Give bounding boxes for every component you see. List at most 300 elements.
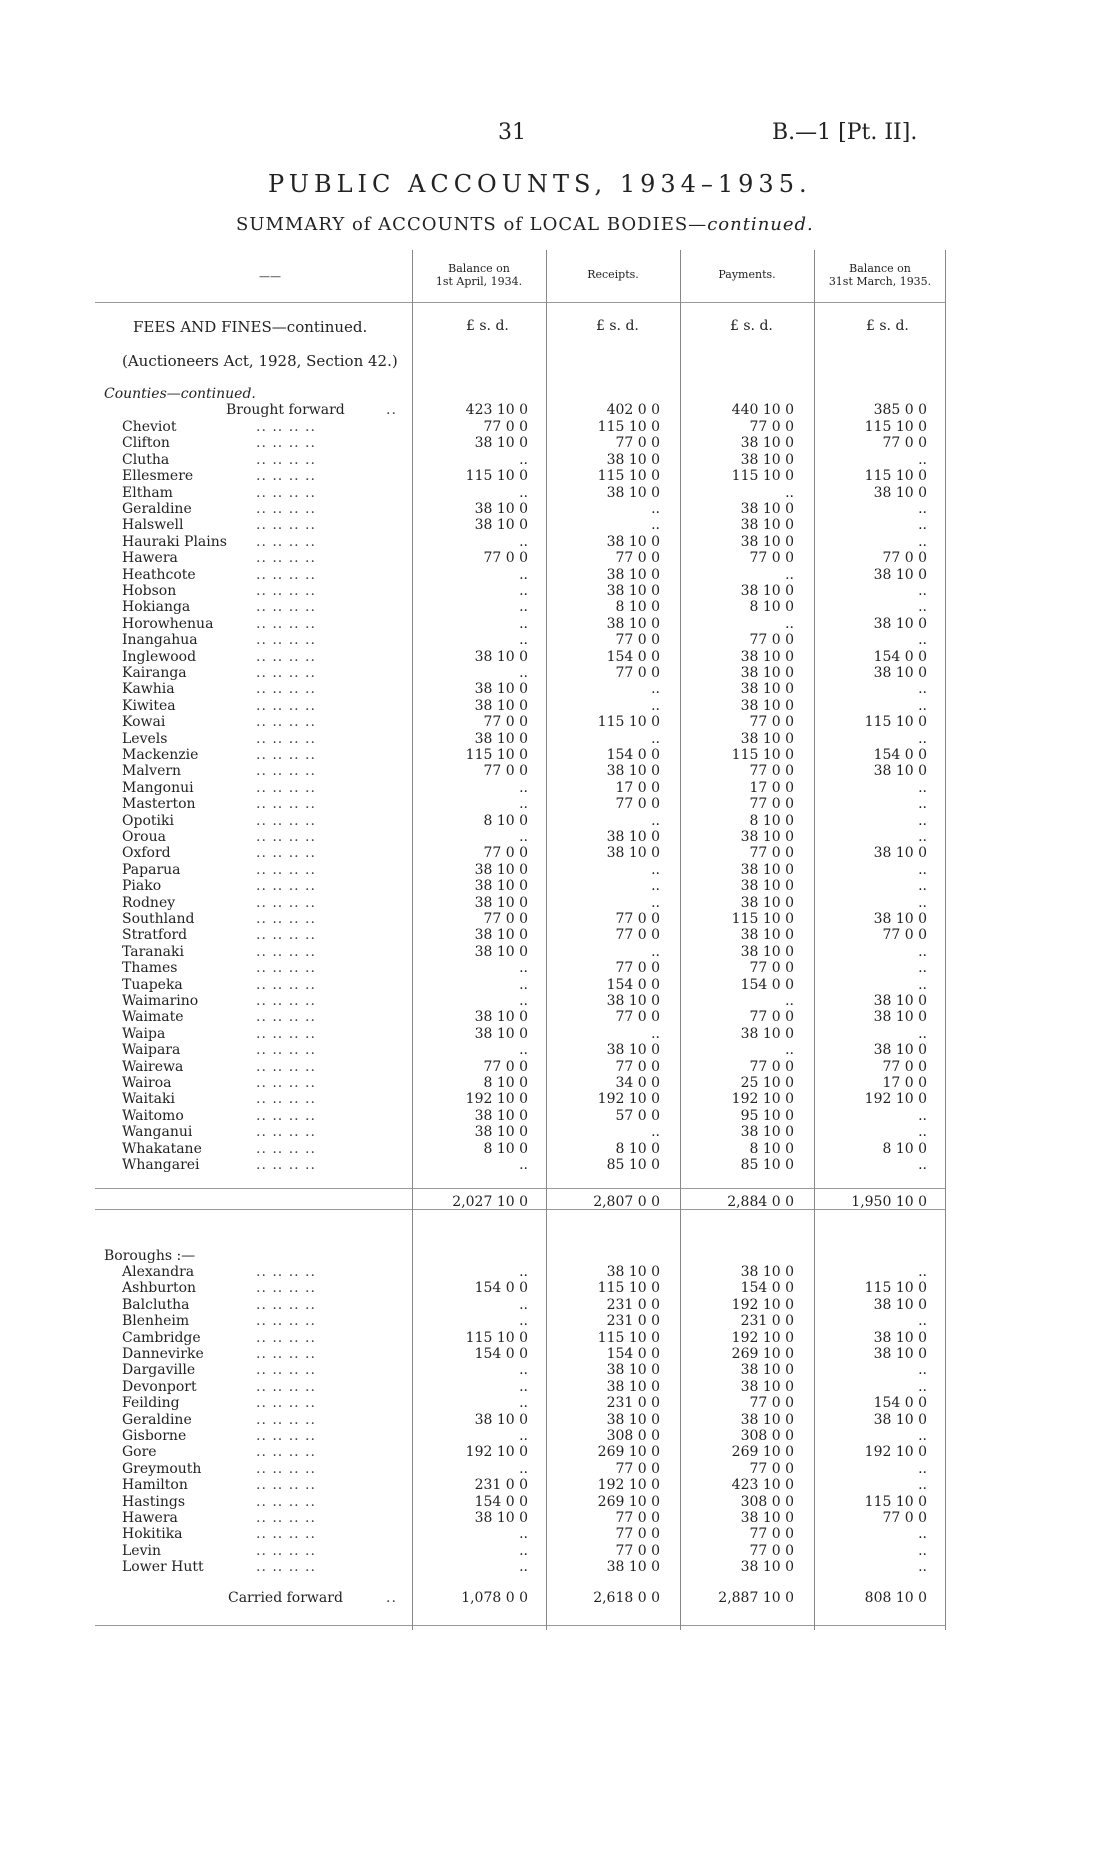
table-cell: 38 10 0 bbox=[740, 648, 794, 665]
table-cell: 115 10 0 bbox=[597, 468, 660, 485]
table-cell: 192 10 0 bbox=[731, 1296, 794, 1313]
table-cell: .. bbox=[918, 894, 927, 911]
row-name: Blenheim bbox=[122, 1313, 190, 1330]
table-cell: 38 10 0 bbox=[474, 878, 528, 895]
table-cell: 231 0 0 bbox=[606, 1395, 660, 1412]
leader-dots: .. .. .. .. bbox=[256, 615, 316, 632]
table-cell: 423 10 0 bbox=[465, 402, 528, 418]
table-cell: 38 10 0 bbox=[740, 1510, 794, 1526]
table-cell: .. bbox=[651, 943, 660, 960]
table-cell: 402 0 0 bbox=[606, 402, 660, 418]
table-cell: 77 0 0 bbox=[615, 1542, 660, 1559]
table-cell: 38 10 0 bbox=[873, 1411, 927, 1428]
table-cell: .. bbox=[918, 796, 927, 813]
row-name: Clutha bbox=[122, 451, 170, 468]
leader-dots: .. .. .. .. bbox=[256, 1559, 316, 1576]
table-cell: 38 10 0 bbox=[740, 730, 794, 747]
table-row bbox=[0, 1157, 1114, 1173]
row-name: Clifton bbox=[122, 435, 170, 452]
table-cell: 38 10 0 bbox=[873, 1009, 927, 1026]
table-row bbox=[0, 419, 1114, 435]
table-cell: 8 10 0 bbox=[615, 599, 660, 616]
table-cell: .. bbox=[651, 861, 660, 878]
page-number: 31 bbox=[498, 120, 526, 145]
leader-dots: .. .. .. .. bbox=[256, 517, 316, 534]
row-name: Kiwitea bbox=[122, 697, 176, 714]
table-cell: .. bbox=[918, 1428, 927, 1444]
table-cell: .. bbox=[918, 1460, 927, 1477]
row-name: Hokitika bbox=[122, 1526, 183, 1543]
leader-dots: .. .. .. .. bbox=[256, 845, 316, 862]
leader-dots: .. .. .. .. bbox=[256, 533, 316, 550]
table-cell: 77 0 0 bbox=[615, 435, 660, 452]
total-balance-start: 2,027 10 0 bbox=[452, 1194, 528, 1210]
table-row bbox=[0, 1346, 1114, 1362]
table-cell: 38 10 0 bbox=[606, 1559, 660, 1576]
table-cell: 77 0 0 bbox=[882, 1510, 927, 1526]
leader-dots: .. .. .. .. bbox=[256, 648, 316, 665]
table-cell: 269 10 0 bbox=[731, 1346, 794, 1362]
table-row bbox=[0, 485, 1114, 501]
table-cell: 17 0 0 bbox=[882, 1075, 927, 1091]
row-name: Ellesmere bbox=[122, 468, 194, 485]
table-cell: 77 0 0 bbox=[615, 550, 660, 567]
table-cell: .. bbox=[651, 812, 660, 829]
leader-dots: .. .. .. .. bbox=[256, 1264, 316, 1280]
table-cell: 38 10 0 bbox=[740, 894, 794, 911]
table-cell: 57 0 0 bbox=[615, 1107, 660, 1124]
table-cell: .. bbox=[651, 517, 660, 534]
table-cell: 38 10 0 bbox=[606, 484, 660, 501]
table-row bbox=[0, 501, 1114, 517]
table-row bbox=[0, 747, 1114, 763]
leader-dots: .. .. .. .. bbox=[256, 435, 316, 452]
table-cell: .. bbox=[519, 1264, 528, 1280]
leader-dots: .. .. .. .. bbox=[256, 927, 316, 944]
table-cell: .. bbox=[651, 501, 660, 517]
leader-dots: .. .. .. .. bbox=[256, 829, 316, 845]
row-name: Balclutha bbox=[122, 1296, 190, 1313]
table-cell: 8 10 0 bbox=[483, 1140, 528, 1157]
table-cell: .. bbox=[519, 1428, 528, 1444]
table-row bbox=[0, 1362, 1114, 1378]
table-cell: 38 10 0 bbox=[606, 845, 660, 862]
table-cell: 38 10 0 bbox=[873, 1296, 927, 1313]
total-balance-end: 1,950 10 0 bbox=[851, 1194, 927, 1210]
table-row bbox=[0, 1042, 1114, 1058]
table-cell: 85 10 0 bbox=[606, 1157, 660, 1173]
leader-dots: .. .. .. .. bbox=[256, 1460, 316, 1477]
leader-dots: .. .. .. .. bbox=[256, 1107, 316, 1124]
table-cell: 38 10 0 bbox=[873, 1329, 927, 1346]
table-row bbox=[0, 731, 1114, 747]
table-row bbox=[0, 1091, 1114, 1107]
row-name: Levels bbox=[122, 730, 168, 747]
table-row bbox=[0, 1477, 1114, 1493]
leader-dots: .. .. .. .. bbox=[256, 1025, 316, 1042]
table-cell: 38 10 0 bbox=[474, 927, 528, 944]
row-name: Tuapeka bbox=[122, 976, 183, 993]
table-cell: .. bbox=[519, 1559, 528, 1576]
table-row bbox=[0, 1059, 1114, 1075]
table-row bbox=[0, 1559, 1114, 1575]
table-cell: 115 10 0 bbox=[864, 1493, 927, 1510]
table-cell: .. bbox=[918, 1542, 927, 1559]
table-cell: 38 10 0 bbox=[474, 1124, 528, 1141]
table-cell: 77 0 0 bbox=[749, 419, 794, 435]
column-header-payments: Payments. bbox=[718, 268, 776, 281]
row-name: Wairewa bbox=[122, 1058, 184, 1075]
table-cell: 38 10 0 bbox=[740, 501, 794, 517]
table-cell: 308 0 0 bbox=[606, 1428, 660, 1444]
table-cell: 38 10 0 bbox=[606, 1362, 660, 1379]
table-cell: 38 10 0 bbox=[873, 1346, 927, 1362]
table-cell: .. bbox=[651, 681, 660, 698]
row-name: Waitomo bbox=[122, 1107, 184, 1124]
table-cell: 115 10 0 bbox=[597, 1329, 660, 1346]
row-name: Lower Hutt bbox=[122, 1559, 204, 1576]
boroughs-heading: Boroughs :— bbox=[104, 1248, 196, 1264]
table-row bbox=[0, 1444, 1114, 1460]
table-cell: 38 10 0 bbox=[740, 943, 794, 960]
table-row bbox=[0, 927, 1114, 943]
table-row bbox=[0, 960, 1114, 976]
table-cell: .. bbox=[918, 829, 927, 845]
table-cell: 77 0 0 bbox=[749, 960, 794, 977]
row-name: Cheviot bbox=[122, 419, 177, 435]
table-cell: 77 0 0 bbox=[615, 927, 660, 944]
leader-dots: .. .. .. .. bbox=[256, 501, 316, 517]
table-cell: .. bbox=[519, 1313, 528, 1330]
page-subtitle: SUMMARY of ACCOUNTS of LOCAL BODIES—continued. bbox=[236, 214, 814, 235]
leader-dots: .. .. .. .. bbox=[256, 1058, 316, 1075]
table-row bbox=[0, 452, 1114, 468]
table-cell: 8 10 0 bbox=[749, 812, 794, 829]
table-cell: 85 10 0 bbox=[740, 1157, 794, 1173]
row-name: Mangonui bbox=[122, 779, 194, 796]
table-row bbox=[0, 1075, 1114, 1091]
row-name: Eltham bbox=[122, 484, 173, 501]
leader-dots: .. .. .. .. bbox=[256, 1075, 316, 1091]
table-cell: 77 0 0 bbox=[882, 1058, 927, 1075]
table-cell: .. bbox=[918, 861, 927, 878]
table-cell: .. bbox=[519, 1296, 528, 1313]
leader-dots: .. .. .. .. bbox=[256, 583, 316, 599]
table-cell: 38 10 0 bbox=[474, 1025, 528, 1042]
row-name: Waipara bbox=[122, 1042, 181, 1059]
leader-dots: .. .. .. .. bbox=[256, 1346, 316, 1362]
table-row bbox=[0, 977, 1114, 993]
table-cell: 38 10 0 bbox=[740, 1025, 794, 1042]
leader-dots: .. .. .. .. bbox=[256, 1526, 316, 1543]
leader-dots: .. .. .. .. bbox=[256, 812, 316, 829]
table-cell: .. bbox=[918, 533, 927, 550]
table-cell: .. bbox=[651, 730, 660, 747]
table-cell: 38 10 0 bbox=[873, 615, 927, 632]
leader-dots: .. .. .. .. bbox=[256, 943, 316, 960]
leader-dots: .. .. .. .. bbox=[256, 878, 316, 895]
table-cell: 77 0 0 bbox=[749, 1009, 794, 1026]
row-name: Waimarino bbox=[122, 993, 199, 1009]
table-cell: .. bbox=[651, 1124, 660, 1141]
row-name: Geraldine bbox=[122, 1411, 192, 1428]
table-cell: 423 10 0 bbox=[731, 1477, 794, 1494]
leader-dots: .. .. .. .. bbox=[256, 1542, 316, 1559]
table-row bbox=[0, 780, 1114, 796]
row-name: Inangahua bbox=[122, 632, 198, 649]
table-cell: 77 0 0 bbox=[615, 1058, 660, 1075]
leader-dots: .. .. .. .. bbox=[256, 960, 316, 977]
leader-dots: .. .. .. .. bbox=[256, 1378, 316, 1395]
table-cell: 269 10 0 bbox=[597, 1493, 660, 1510]
table-cell: 77 0 0 bbox=[749, 1526, 794, 1543]
row-name: Gore bbox=[122, 1444, 157, 1461]
table-cell: 192 10 0 bbox=[731, 1091, 794, 1108]
row-name: Wanganui bbox=[122, 1124, 193, 1141]
table-cell: 34 0 0 bbox=[615, 1075, 660, 1091]
table-cell: 115 10 0 bbox=[597, 1280, 660, 1297]
column-header-receipts: Receipts. bbox=[587, 268, 639, 281]
table-cell: 77 0 0 bbox=[615, 796, 660, 813]
table-cell: 77 0 0 bbox=[749, 1542, 794, 1559]
row-name: Waipa bbox=[122, 1025, 166, 1042]
leader-dots: .. .. .. .. bbox=[256, 632, 316, 649]
column-header-balance-end: Balance on 31st March, 1935. bbox=[828, 262, 932, 288]
table-cell: 38 10 0 bbox=[606, 1042, 660, 1059]
table-row bbox=[0, 862, 1114, 878]
table-cell: .. bbox=[918, 1124, 927, 1141]
leader-dots: .. bbox=[386, 402, 397, 418]
table-cell: .. bbox=[918, 1378, 927, 1395]
table-cell: 154 0 0 bbox=[873, 648, 927, 665]
table-row bbox=[0, 1141, 1114, 1157]
table-cell: .. bbox=[519, 1042, 528, 1059]
table-cell: 77 0 0 bbox=[749, 796, 794, 813]
table-cell: 154 0 0 bbox=[873, 747, 927, 763]
units-balance-start: £ s. d. bbox=[466, 318, 509, 334]
table-cell: 77 0 0 bbox=[749, 714, 794, 731]
table-row bbox=[0, 1510, 1114, 1526]
table-row bbox=[0, 599, 1114, 615]
table-cell: .. bbox=[918, 1362, 927, 1379]
leader-dots: .. .. .. .. bbox=[256, 1362, 316, 1379]
table-cell: 231 0 0 bbox=[606, 1313, 660, 1330]
column-header-dash: —— bbox=[259, 270, 281, 283]
table-cell: 77 0 0 bbox=[749, 845, 794, 862]
table-cell: 17 0 0 bbox=[615, 779, 660, 796]
row-name: Whangarei bbox=[122, 1157, 200, 1173]
table-cell: 192 10 0 bbox=[864, 1444, 927, 1461]
table-row bbox=[0, 665, 1114, 681]
table-cell: .. bbox=[519, 533, 528, 550]
table-row bbox=[0, 1124, 1114, 1140]
leader-dots: .. .. .. .. bbox=[256, 747, 316, 763]
table-cell: 808 10 0 bbox=[864, 1590, 927, 1606]
table-cell: .. bbox=[918, 517, 927, 534]
row-name: Levin bbox=[122, 1542, 161, 1559]
table-cell: 2,618 0 0 bbox=[593, 1590, 660, 1606]
table-cell: 38 10 0 bbox=[474, 894, 528, 911]
leader-dots: .. .. .. .. bbox=[256, 468, 316, 485]
table-cell: 38 10 0 bbox=[474, 861, 528, 878]
table-cell: .. bbox=[918, 1107, 927, 1124]
leader-dots: .. .. .. .. bbox=[256, 894, 316, 911]
table-cell: 17 0 0 bbox=[749, 779, 794, 796]
leader-dots: .. .. .. .. bbox=[256, 599, 316, 616]
table-cell: 38 10 0 bbox=[474, 517, 528, 534]
table-cell: 154 0 0 bbox=[606, 747, 660, 763]
table-cell: 77 0 0 bbox=[615, 1510, 660, 1526]
table-cell: .. bbox=[918, 1559, 927, 1576]
table-cell: 38 10 0 bbox=[606, 615, 660, 632]
row-name: Taranaki bbox=[122, 943, 184, 960]
leader-dots: .. .. .. .. bbox=[256, 1411, 316, 1428]
table-cell: 154 0 0 bbox=[474, 1280, 528, 1297]
table-cell: 38 10 0 bbox=[873, 665, 927, 681]
table-cell: .. bbox=[918, 976, 927, 993]
table-cell: 38 10 0 bbox=[873, 911, 927, 927]
table-cell: 192 10 0 bbox=[597, 1477, 660, 1494]
row-name: Feilding bbox=[122, 1395, 180, 1412]
leader-dots: .. .. .. .. bbox=[256, 1140, 316, 1157]
table-cell: 231 0 0 bbox=[606, 1296, 660, 1313]
leader-dots: .. .. .. .. bbox=[256, 1009, 316, 1026]
section-heading: FEES AND FINES—continued. bbox=[133, 318, 368, 336]
table-row bbox=[0, 895, 1114, 911]
table-row bbox=[0, 1280, 1114, 1296]
table-cell: .. bbox=[519, 665, 528, 681]
table-cell: .. bbox=[918, 632, 927, 649]
table-row bbox=[0, 1395, 1114, 1411]
table-cell: 2,887 10 0 bbox=[718, 1590, 794, 1606]
table-cell: .. bbox=[651, 878, 660, 895]
table-cell: 38 10 0 bbox=[873, 484, 927, 501]
row-name: Dargaville bbox=[122, 1362, 196, 1379]
table-cell: .. bbox=[918, 1025, 927, 1042]
table-row bbox=[0, 1297, 1114, 1313]
table-cell: 77 0 0 bbox=[483, 845, 528, 862]
table-row bbox=[0, 1543, 1114, 1559]
table-row bbox=[0, 1108, 1114, 1124]
table-cell: 115 10 0 bbox=[864, 468, 927, 485]
table-cell: 77 0 0 bbox=[749, 550, 794, 567]
leader-dots: .. .. .. .. bbox=[256, 976, 316, 993]
table-cell: .. bbox=[918, 1313, 927, 1330]
units-receipts: £ s. d. bbox=[596, 318, 639, 334]
table-row bbox=[0, 1026, 1114, 1042]
table-cell: 154 0 0 bbox=[740, 976, 794, 993]
table-cell: 38 10 0 bbox=[474, 943, 528, 960]
row-name: Opotiki bbox=[122, 812, 174, 829]
leader-dots: .. .. .. .. bbox=[256, 1329, 316, 1346]
table-cell: 8 10 0 bbox=[483, 812, 528, 829]
table-cell: 77 0 0 bbox=[615, 1009, 660, 1026]
row-name: Ashburton bbox=[122, 1280, 197, 1297]
row-name: Cambridge bbox=[122, 1329, 201, 1346]
row-name: Hawera bbox=[122, 550, 178, 567]
leader-dots: .. .. .. .. bbox=[256, 1091, 316, 1108]
table-cell: .. bbox=[519, 1362, 528, 1379]
table-cell: 115 10 0 bbox=[864, 419, 927, 435]
leader-dots: .. .. .. .. bbox=[256, 993, 316, 1009]
table-cell: .. bbox=[785, 484, 794, 501]
table-cell: .. bbox=[519, 796, 528, 813]
row-name: Waitaki bbox=[122, 1091, 175, 1108]
carried-forward-row bbox=[0, 1590, 1114, 1606]
row-name: Whakatane bbox=[122, 1140, 202, 1157]
table-row bbox=[0, 550, 1114, 566]
table-cell: .. bbox=[519, 1460, 528, 1477]
table-row bbox=[0, 632, 1114, 648]
table-cell: 154 0 0 bbox=[606, 648, 660, 665]
row-name: Geraldine bbox=[122, 501, 192, 517]
table-cell: .. bbox=[519, 993, 528, 1009]
table-cell: .. bbox=[918, 779, 927, 796]
column-header-balance-start: Balance on 1st April, 1934. bbox=[435, 262, 523, 288]
table-cell: 38 10 0 bbox=[740, 1362, 794, 1379]
total-payments: 2,884 0 0 bbox=[727, 1194, 794, 1210]
table-cell: 38 10 0 bbox=[740, 927, 794, 944]
table-cell: 385 0 0 bbox=[873, 402, 927, 418]
table-cell: 77 0 0 bbox=[749, 1395, 794, 1412]
leader-dots: .. .. .. .. bbox=[256, 730, 316, 747]
leader-dots: .. .. .. .. bbox=[256, 451, 316, 468]
table-cell: 38 10 0 bbox=[740, 681, 794, 698]
table-cell: 38 10 0 bbox=[740, 1559, 794, 1576]
table-cell: 38 10 0 bbox=[474, 697, 528, 714]
units-payments: £ s. d. bbox=[730, 318, 773, 334]
table-cell: .. bbox=[519, 829, 528, 845]
table-cell: 38 10 0 bbox=[606, 1378, 660, 1395]
row-name: Thames bbox=[122, 960, 178, 977]
table-cell: .. bbox=[918, 599, 927, 616]
table-row bbox=[0, 1379, 1114, 1395]
table-cell: 38 10 0 bbox=[873, 1042, 927, 1059]
table-cell: 38 10 0 bbox=[606, 1411, 660, 1428]
table-cell: 77 0 0 bbox=[882, 550, 927, 567]
table-cell: 154 0 0 bbox=[606, 1346, 660, 1362]
table-row bbox=[0, 1494, 1114, 1510]
row-name: Kowai bbox=[122, 714, 166, 731]
table-cell: 38 10 0 bbox=[606, 763, 660, 780]
leader-dots: .. .. .. .. bbox=[256, 1395, 316, 1412]
table-cell: 77 0 0 bbox=[749, 1460, 794, 1477]
leader-dots: .. .. .. .. bbox=[256, 763, 316, 780]
table-cell: .. bbox=[918, 583, 927, 599]
row-name: Hawera bbox=[122, 1510, 178, 1526]
table-row bbox=[0, 1330, 1114, 1346]
table-cell: 38 10 0 bbox=[474, 730, 528, 747]
table-cell: 38 10 0 bbox=[606, 1264, 660, 1280]
brought-forward-row bbox=[0, 402, 1114, 418]
table-cell: 231 0 0 bbox=[740, 1313, 794, 1330]
table-cell: .. bbox=[651, 697, 660, 714]
table-cell: .. bbox=[785, 566, 794, 583]
table-cell: 115 10 0 bbox=[597, 714, 660, 731]
table-cell: 77 0 0 bbox=[483, 911, 528, 927]
row-name: Hobson bbox=[122, 583, 177, 599]
table-cell: 8 10 0 bbox=[749, 599, 794, 616]
table-cell: 38 10 0 bbox=[873, 763, 927, 780]
carried-forward-label: Carried forward bbox=[228, 1590, 343, 1606]
table-cell: 115 10 0 bbox=[465, 468, 528, 485]
table-cell: .. bbox=[519, 1526, 528, 1543]
table-cell: 154 0 0 bbox=[873, 1395, 927, 1412]
table-row bbox=[0, 435, 1114, 451]
table-cell: 38 10 0 bbox=[873, 993, 927, 1009]
table-row bbox=[0, 944, 1114, 960]
table-cell: 115 10 0 bbox=[731, 911, 794, 927]
